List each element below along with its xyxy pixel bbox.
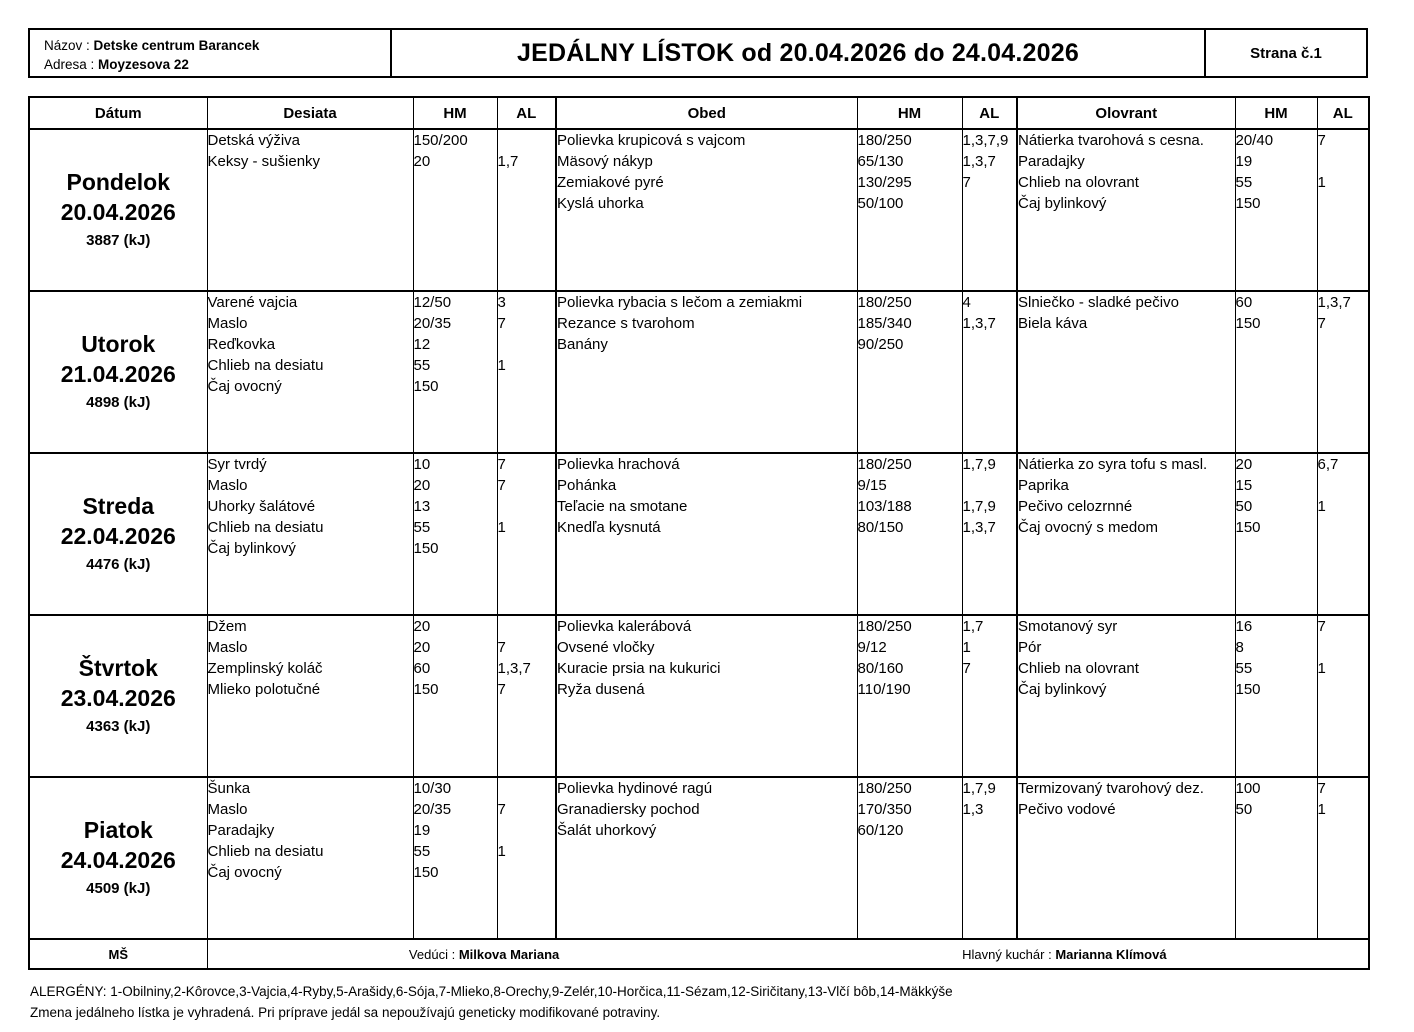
footer-school-label: MŠ: [29, 939, 207, 969]
snack-al-entry: 7: [497, 456, 506, 473]
table-header-row: [29, 97, 1369, 129]
snack-hm: [413, 291, 497, 453]
lunch-hm-entry: 180/250: [857, 618, 912, 635]
snack-items-entry: Džem: [207, 618, 247, 635]
afternoon-hm-entry: 55: [1235, 660, 1253, 677]
snack-hm-entry: 12/50: [413, 294, 452, 311]
afternoon-hm-entry: 100: [1235, 780, 1261, 797]
snack-hm-entry: 150: [413, 681, 439, 698]
snack-al-entry: [498, 778, 556, 799]
table-row: [29, 291, 1369, 453]
day-date: 24.04.2026: [60, 846, 176, 873]
snack-al: [497, 777, 556, 939]
lunch-hm-entry: 130/295: [857, 174, 912, 191]
afternoon-al: [1317, 291, 1369, 453]
lunch-hm-entry: 65/130: [857, 153, 904, 170]
afternoon-items-entry: Smotanový syr: [1018, 618, 1118, 635]
lunch-items: [556, 291, 857, 453]
snack-items-entry: Varené vajcia: [207, 294, 298, 311]
lunch-items-entry: Polievka krupicová s vajcom: [557, 132, 746, 149]
lunch-items-entry: Rezance s tvarohom: [557, 315, 695, 332]
organization-address-line: [44, 55, 390, 74]
lunch-hm-entry: 80/160: [857, 660, 904, 677]
snack-items-entry: Mlieko polotučné: [207, 681, 321, 698]
lunch-items-entry: Zemiakové pyré: [557, 174, 664, 191]
day-cell: [29, 453, 207, 615]
snack-hm-entry: 150: [413, 540, 439, 557]
afternoon-hm-entry: 19: [1235, 153, 1253, 170]
afternoon-hm-entry: 55: [1235, 174, 1253, 191]
footer-notes: [30, 981, 1370, 1023]
table-row: [29, 777, 1369, 939]
afternoon-items-entry: Čaj bylinkový: [1018, 195, 1107, 212]
lunch-al: [962, 129, 1017, 291]
lunch-items-entry: Granadiersky pochod: [557, 801, 700, 818]
snack-hm-entry: 10: [413, 456, 431, 473]
lunch-hm: [857, 615, 962, 777]
afternoon-al-entry: [1318, 193, 1369, 214]
afternoon-items-entry: Slniečko - sladké pečivo: [1018, 294, 1179, 311]
lunch-al-entry: 1,3,7,9: [962, 132, 1009, 149]
afternoon-al-entry: 7: [1317, 315, 1326, 332]
snack-al: [497, 615, 556, 777]
footer-chef-label: Hlavný kuchár :: [962, 946, 1052, 962]
afternoon-al-entry: 1,3,7: [1317, 294, 1351, 311]
day-cell: [29, 615, 207, 777]
lunch-al-entry: 7: [962, 660, 971, 677]
afternoon-al-entry: [1318, 637, 1369, 658]
lunch-items: [556, 129, 857, 291]
snack-al-entry: 1: [497, 519, 506, 536]
afternoon-items-entry: Chlieb na olovrant: [1018, 174, 1139, 191]
afternoon-items-entry: Čaj bylinkový: [1018, 681, 1107, 698]
organization-info: [30, 30, 392, 76]
table-row: [29, 129, 1369, 291]
day-date: 22.04.2026: [60, 522, 176, 549]
afternoon-al: [1317, 777, 1369, 939]
lunch-hm-entry: 103/188: [857, 498, 912, 515]
day-energy: 3887 (kJ): [86, 231, 151, 249]
lunch-hm: [857, 777, 962, 939]
afternoon-items: [1017, 615, 1235, 777]
column-header-snack: Desiata: [207, 97, 413, 129]
afternoon-al-entry: [1318, 679, 1369, 700]
afternoon-al-entry: 7: [1317, 780, 1326, 797]
day-cell: [29, 129, 207, 291]
afternoon-items-entry: Paprika: [1018, 477, 1069, 494]
snack-items-entry: Maslo: [207, 639, 248, 656]
lunch-al-entry: 7: [962, 174, 971, 191]
column-header-lunch: Obed: [556, 97, 857, 129]
afternoon-hm-entry: 15: [1235, 477, 1253, 494]
lunch-al: [962, 453, 1017, 615]
snack-items-entry: Keksy - sušienky: [207, 153, 321, 170]
snack-al: [497, 291, 556, 453]
afternoon-items-entry: Pór: [1018, 639, 1042, 656]
snack-items-entry: Maslo: [207, 315, 248, 332]
lunch-al-entry: 1,7,9: [962, 780, 996, 797]
afternoon-hm: [1235, 615, 1317, 777]
snack-al-entry: 1,7: [497, 153, 519, 170]
lunch-items-entry: Pohánka: [557, 477, 617, 494]
snack-hm-entry: 60: [413, 660, 431, 677]
afternoon-al-entry: 1: [1317, 801, 1326, 818]
lunch-items-entry: Kyslá uhorka: [557, 195, 644, 212]
lunch-al-entry: 1,7,9: [962, 456, 996, 473]
snack-hm-entry: 150: [413, 864, 439, 881]
snack-items-entry: Uhorky šalátové: [207, 498, 316, 515]
column-header-afternoon: Olovrant: [1017, 97, 1235, 129]
organization-address-label: Adresa :: [44, 56, 95, 72]
snack-al-entry: [498, 376, 556, 397]
lunch-hm-entry: 9/12: [857, 639, 887, 656]
snack-items-entry: Čaj ovocný: [207, 864, 282, 881]
snack-items-entry: Čaj bylinkový: [207, 540, 296, 557]
afternoon-hm-entry: 150: [1235, 681, 1261, 698]
afternoon-hm-entry: 16: [1235, 618, 1253, 635]
table-footer-row: [29, 939, 1369, 969]
day-name: Piatok: [83, 816, 153, 843]
allergen-legend: ALERGÉNY: 1-Obilniny,2-Kôrovce,3-Vajcia,4-Ryby,5-Arašidy,6-Sója,7-Mlieko,8-Orechy,9-Zelér,10-Horčica,11-Sézam,12-Siričitany,13-Vlčí bôb,14-Mäkkýše: [30, 984, 953, 999]
afternoon-items: [1017, 129, 1235, 291]
snack-al-entry: 1: [497, 843, 506, 860]
footer-chef: [962, 947, 1166, 962]
menu-table: [28, 96, 1370, 970]
day-date: 21.04.2026: [60, 360, 176, 387]
snack-hm-entry: 55: [413, 519, 431, 536]
afternoon-items: [1017, 453, 1235, 615]
footer-manager-label: Vedúci :: [408, 946, 456, 962]
menu-disclaimer: Zmena jedálneho lístka je vyhradená. Pri príprave jedál sa nepoužívajú geneticky modifikované potraviny.: [30, 1005, 661, 1020]
afternoon-items-entry: Paradajky: [1018, 153, 1085, 170]
lunch-items-entry: Polievka rybacia s lečom a zemiakmi: [557, 294, 803, 311]
lunch-hm-entry: 80/150: [857, 519, 904, 536]
snack-hm-entry: 20/35: [413, 801, 452, 818]
lunch-hm: [857, 129, 962, 291]
lunch-al-entry: 1,3,7: [962, 519, 996, 536]
lunch-al-entry: [963, 820, 1017, 841]
day-name: Streda: [82, 492, 155, 519]
snack-al: [497, 129, 556, 291]
afternoon-items-entry: Čaj ovocný s medom: [1018, 519, 1159, 536]
column-header-snack-hm: HM: [413, 97, 497, 129]
snack-al-entry: [498, 496, 556, 517]
lunch-items-entry: Ryža dusená: [557, 681, 645, 698]
snack-al-entry: 7: [497, 477, 506, 494]
snack-items: [207, 291, 413, 453]
afternoon-items-entry: Chlieb na olovrant: [1018, 660, 1139, 677]
column-header-lunch-al: AL: [962, 97, 1017, 129]
lunch-al-entry: [963, 475, 1017, 496]
lunch-items-entry: Teľacie na smotane: [557, 498, 688, 515]
lunch-items: [556, 777, 857, 939]
snack-hm-entry: 20: [413, 477, 431, 494]
snack-hm-entry: 150/200: [413, 132, 468, 149]
snack-hm-entry: 55: [413, 357, 431, 374]
document-header: [28, 28, 1368, 78]
afternoon-al: [1317, 615, 1369, 777]
lunch-items-entry: Polievka hydinové ragú: [557, 780, 713, 797]
lunch-hm-entry: 180/250: [857, 456, 912, 473]
snack-al-entry: [498, 130, 556, 151]
day-name: Štvrtok: [78, 654, 158, 681]
afternoon-hm: [1235, 129, 1317, 291]
afternoon-hm-entry: 50: [1235, 801, 1253, 818]
snack-items-entry: Paradajky: [207, 822, 275, 839]
snack-al: [497, 453, 556, 615]
snack-items-entry: Zemplinský koláč: [207, 660, 323, 677]
afternoon-items: [1017, 777, 1235, 939]
lunch-items-entry: Polievka hrachová: [557, 456, 680, 473]
snack-hm-entry: 150: [413, 378, 439, 395]
snack-hm-entry: 20: [413, 153, 431, 170]
lunch-al-entry: 1,3,7: [962, 315, 996, 332]
column-header-date: Dátum: [29, 97, 207, 129]
snack-al-entry: [498, 862, 556, 883]
snack-items: [207, 777, 413, 939]
snack-items-entry: Detská výživa: [207, 132, 301, 149]
table-row: [29, 615, 1369, 777]
organization-name-value: Detske centrum Barancek: [93, 37, 260, 53]
afternoon-items-entry: Pečivo celozrnné: [1018, 498, 1133, 515]
day-energy: 4476 (kJ): [86, 555, 151, 573]
column-header-snack-al: AL: [497, 97, 556, 129]
snack-hm-entry: 55: [413, 843, 431, 860]
snack-al-entry: 7: [497, 801, 506, 818]
lunch-items-entry: Polievka kalerábová: [557, 618, 692, 635]
lunch-items: [556, 453, 857, 615]
organization-name-label: Názov :: [44, 37, 90, 53]
snack-al-entry: [498, 538, 556, 559]
afternoon-hm-entry: 60: [1235, 294, 1253, 311]
lunch-al-entry: [963, 679, 1017, 700]
afternoon-hm-entry: 150: [1235, 195, 1261, 212]
snack-items-entry: Šunka: [207, 780, 251, 797]
lunch-hm-entry: 180/250: [857, 780, 912, 797]
organization-name-line: [44, 36, 390, 55]
afternoon-hm-entry: 20: [1235, 456, 1253, 473]
day-energy: 4363 (kJ): [86, 717, 151, 735]
snack-items-entry: Čaj ovocný: [207, 378, 282, 395]
lunch-items-entry: Knedľa kysnutá: [557, 519, 661, 536]
snack-hm: [413, 129, 497, 291]
snack-hm-entry: 13: [413, 498, 431, 515]
snack-hm: [413, 777, 497, 939]
afternoon-items-entry: Termizovaný tvarohový dez.: [1018, 780, 1204, 797]
lunch-al-entry: 1,7,9: [962, 498, 996, 515]
column-header-afternoon-al: AL: [1317, 97, 1369, 129]
afternoon-hm: [1235, 291, 1317, 453]
lunch-al-entry: 4: [962, 294, 971, 311]
lunch-items-entry: Mäsový nákyp: [557, 153, 653, 170]
afternoon-items: [1017, 291, 1235, 453]
snack-items-entry: Chlieb na desiatu: [207, 843, 324, 860]
afternoon-al: [1317, 129, 1369, 291]
lunch-al: [962, 777, 1017, 939]
lunch-al-entry: 1,3: [962, 801, 984, 818]
snack-al-entry: 1,3,7: [497, 660, 531, 677]
snack-items: [207, 453, 413, 615]
snack-al-entry: 1: [497, 357, 506, 374]
table-row: [29, 453, 1369, 615]
column-header-afternoon-hm: HM: [1235, 97, 1317, 129]
snack-al-entry: [498, 616, 556, 637]
afternoon-items-entry: Pečivo vodové: [1018, 801, 1116, 818]
snack-hm-entry: 19: [413, 822, 431, 839]
afternoon-al-entry: 7: [1317, 132, 1326, 149]
lunch-items-entry: Šalát uhorkový: [557, 822, 657, 839]
lunch-items-entry: Ovsené vločky: [557, 639, 655, 656]
afternoon-al-entry: 1: [1317, 498, 1326, 515]
snack-items-entry: Maslo: [207, 477, 248, 494]
organization-address-value: Moyzesova 22: [98, 56, 189, 72]
afternoon-al-entry: [1318, 475, 1369, 496]
afternoon-al-entry: [1318, 517, 1369, 538]
lunch-hm-entry: 60/120: [857, 822, 904, 839]
snack-al-entry: 7: [497, 681, 506, 698]
afternoon-hm-entry: 8: [1235, 639, 1244, 656]
footer-manager-name: Milkova Mariana: [458, 946, 560, 962]
lunch-al-entry: 1,7: [962, 618, 984, 635]
lunch-al: [962, 291, 1017, 453]
snack-hm: [413, 615, 497, 777]
snack-items-entry: Syr tvrdý: [207, 456, 267, 473]
page-title: JEDÁLNY LÍSTOK od 20.04.2026 do 24.04.2026: [392, 30, 1206, 76]
afternoon-hm-entry: 150: [1235, 519, 1261, 536]
snack-al-entry: 3: [497, 294, 506, 311]
snack-al-entry: [498, 820, 556, 841]
day-name: Pondelok: [66, 168, 170, 195]
footer-chef-name: Marianna Klímová: [1055, 946, 1167, 962]
afternoon-hm: [1235, 777, 1317, 939]
day-energy: 4898 (kJ): [86, 393, 151, 411]
lunch-hm: [857, 291, 962, 453]
day-name: Utorok: [81, 330, 156, 357]
snack-items: [207, 129, 413, 291]
lunch-hm-entry: 180/250: [857, 294, 912, 311]
lunch-hm: [857, 453, 962, 615]
lunch-al-entry: [963, 334, 1017, 355]
afternoon-items-entry: Nátierka tvarohová s cesna.: [1018, 132, 1204, 149]
snack-hm-entry: 10/30: [413, 780, 452, 797]
snack-items-entry: Chlieb na desiatu: [207, 519, 324, 536]
afternoon-items-entry: Nátierka zo syra tofu s masl.: [1018, 456, 1208, 473]
snack-al-entry: 7: [497, 639, 506, 656]
footer-manager: [409, 947, 559, 962]
snack-items: [207, 615, 413, 777]
snack-hm-entry: 20: [413, 639, 431, 656]
afternoon-al-entry: 1: [1317, 174, 1326, 191]
lunch-items: [556, 615, 857, 777]
lunch-hm-entry: 90/250: [857, 336, 904, 353]
afternoon-hm: [1235, 453, 1317, 615]
day-date: 23.04.2026: [60, 684, 176, 711]
afternoon-items-entry: Biela káva: [1018, 315, 1088, 332]
afternoon-al: [1317, 453, 1369, 615]
lunch-hm-entry: 170/350: [857, 801, 912, 818]
column-header-lunch-hm: HM: [857, 97, 962, 129]
lunch-al: [962, 615, 1017, 777]
afternoon-al-entry: 1: [1317, 660, 1326, 677]
afternoon-al-entry: 6,7: [1317, 456, 1339, 473]
afternoon-hm-entry: 50: [1235, 498, 1253, 515]
lunch-hm-entry: 110/190: [857, 681, 911, 698]
lunch-hm-entry: 50/100: [857, 195, 904, 212]
footer-signatures: [207, 939, 1369, 969]
snack-items-entry: Reďkovka: [207, 336, 276, 353]
snack-hm-entry: 20: [413, 618, 431, 635]
snack-al-entry: 7: [497, 315, 506, 332]
lunch-al-entry: [963, 193, 1017, 214]
day-cell: [29, 777, 207, 939]
afternoon-hm-entry: 150: [1235, 315, 1261, 332]
snack-hm: [413, 453, 497, 615]
lunch-al-entry: 1,3,7: [962, 153, 996, 170]
lunch-hm-entry: 9/15: [857, 477, 887, 494]
snack-items-entry: Maslo: [207, 801, 248, 818]
lunch-hm-entry: 185/340: [857, 315, 912, 332]
snack-hm-entry: 12: [413, 336, 431, 353]
afternoon-al-entry: 7: [1317, 618, 1326, 635]
day-energy: 4509 (kJ): [86, 879, 151, 897]
day-cell: [29, 291, 207, 453]
snack-hm-entry: 20/35: [413, 315, 452, 332]
lunch-items-entry: Kuracie prsia na kukurici: [557, 660, 721, 677]
lunch-hm-entry: 180/250: [857, 132, 912, 149]
lunch-items-entry: Banány: [557, 336, 608, 353]
snack-al-entry: [498, 334, 556, 355]
page-number-label: Strana č.1: [1250, 44, 1322, 62]
afternoon-hm-entry: 20/40: [1235, 132, 1274, 149]
lunch-al-entry: 1: [962, 639, 971, 656]
afternoon-al-entry: [1318, 151, 1369, 172]
snack-items-entry: Chlieb na desiatu: [207, 357, 324, 374]
day-date: 20.04.2026: [60, 198, 176, 225]
